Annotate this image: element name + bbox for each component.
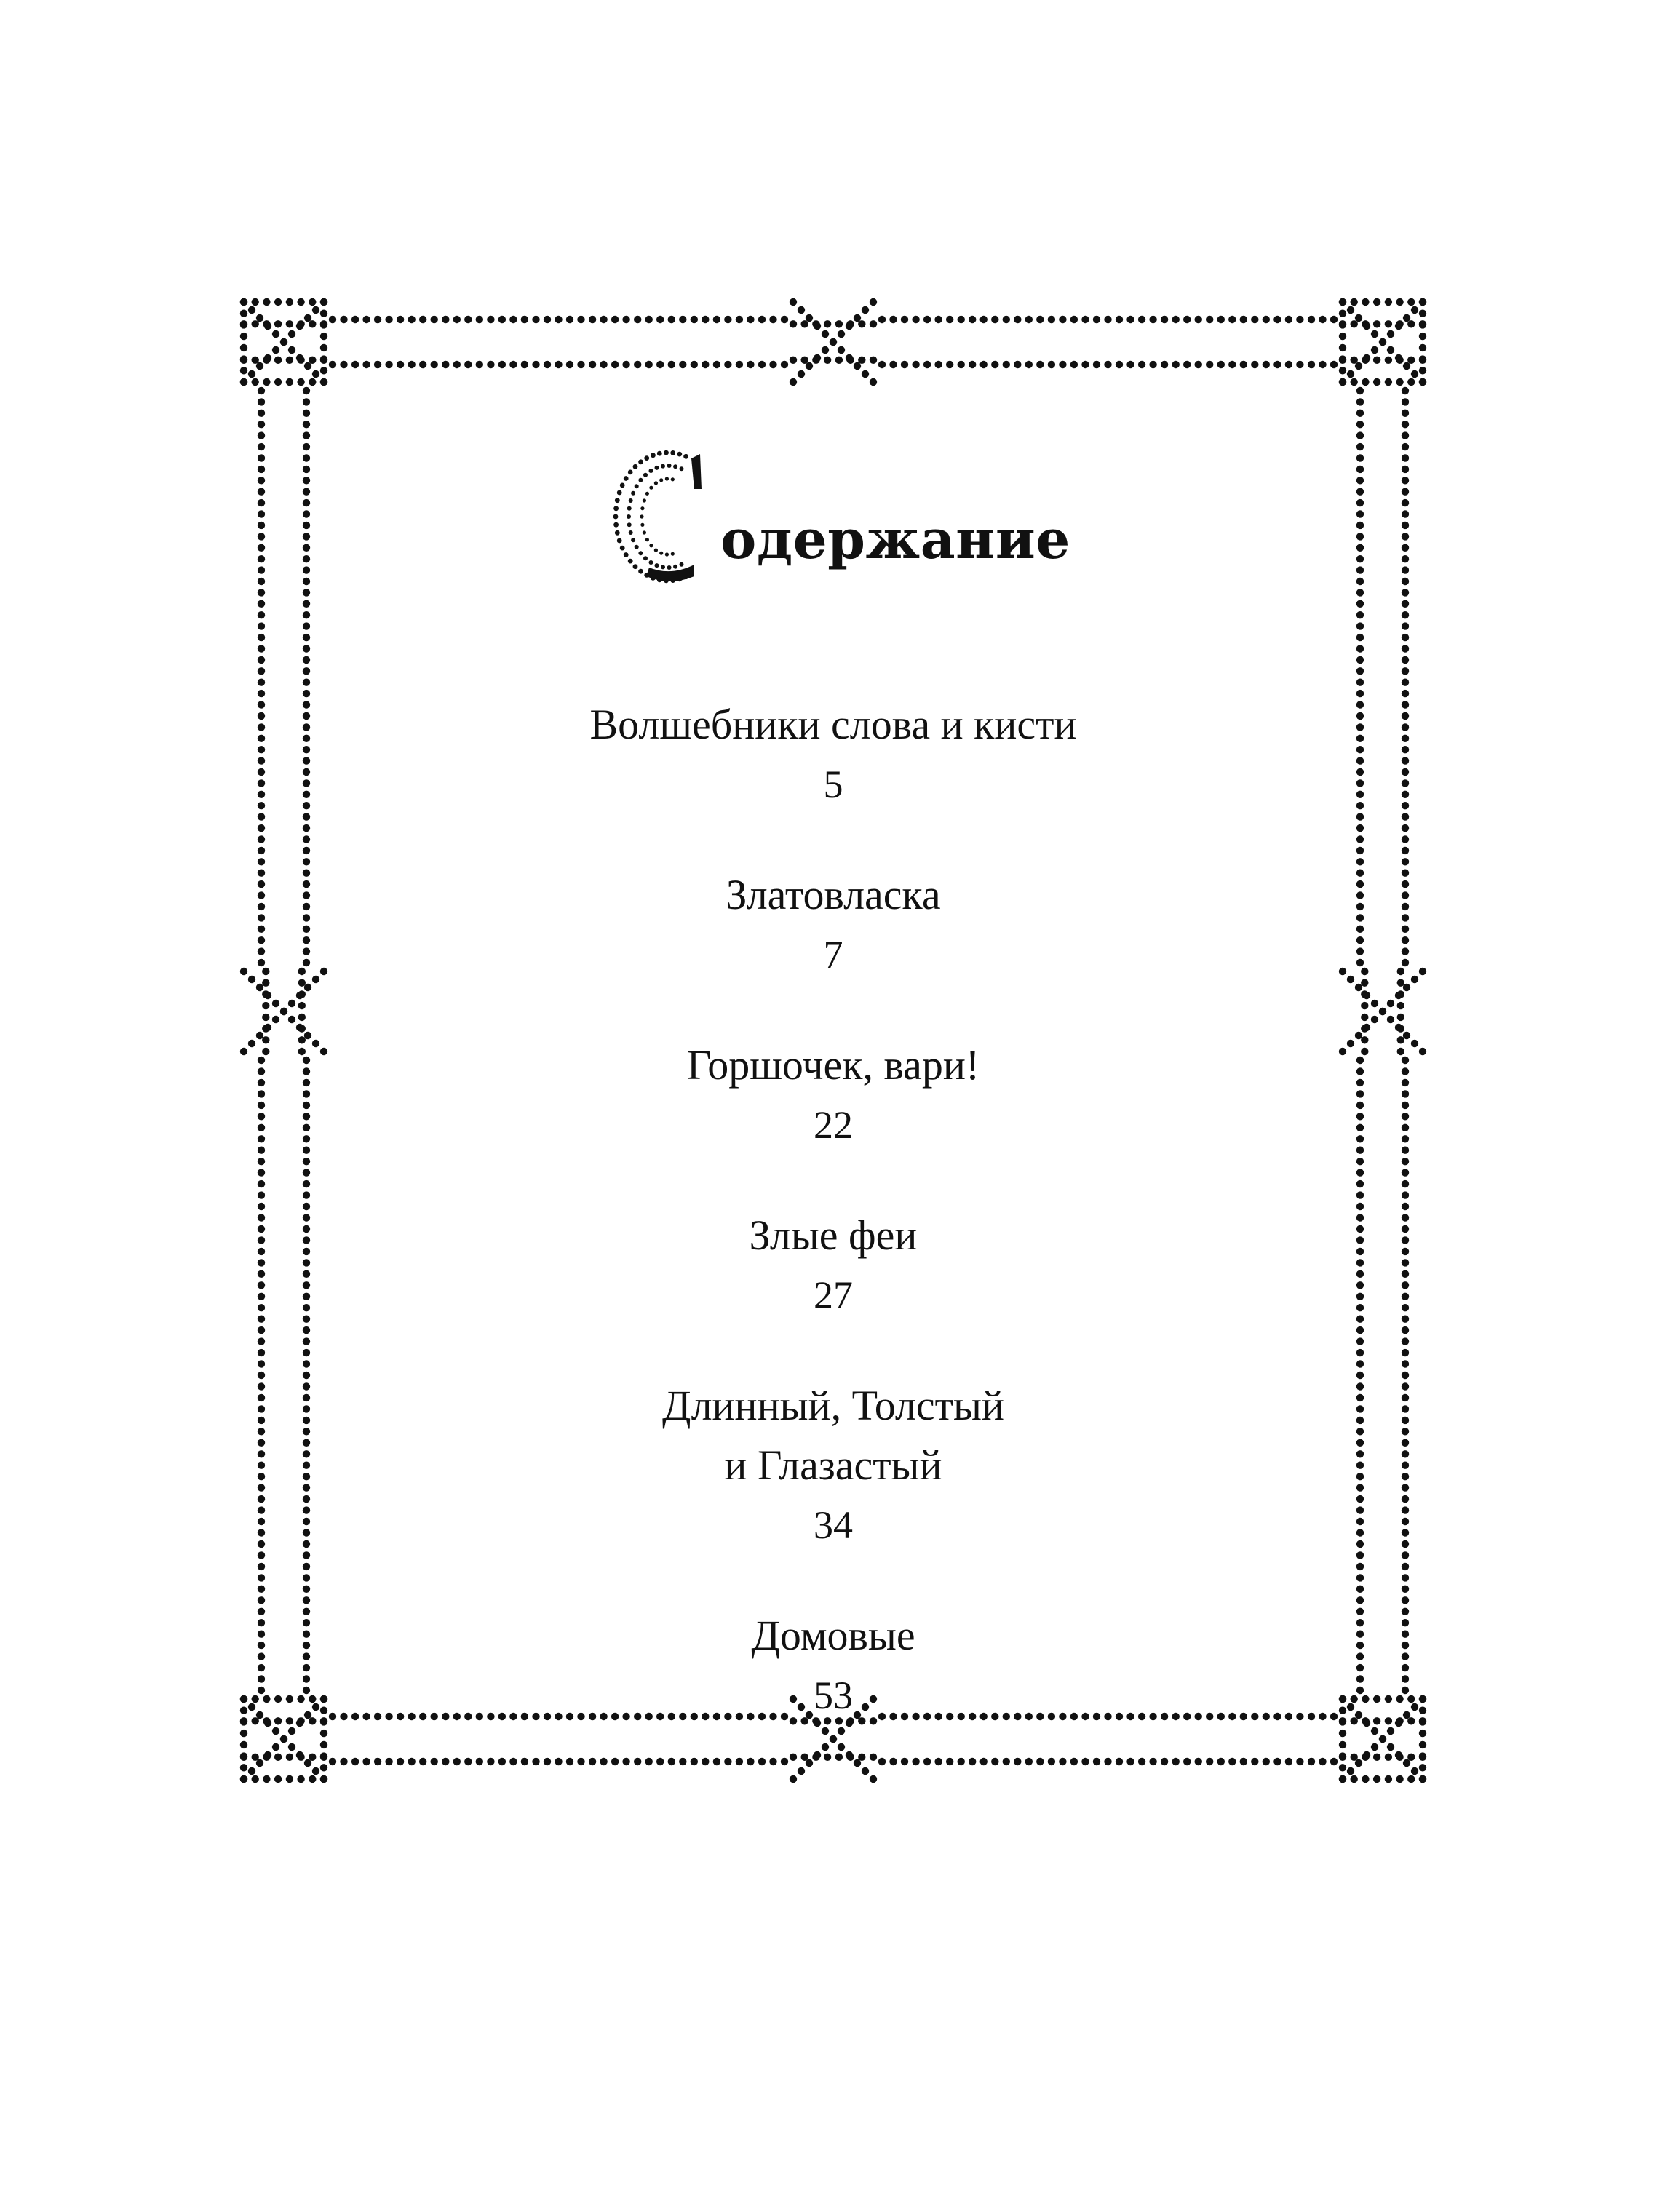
toc-entry-page-number: 53 bbox=[814, 1674, 853, 1717]
toc-entry-title: Домовые bbox=[751, 1612, 915, 1659]
page-heading bbox=[604, 444, 1113, 604]
toc-entry-page-number: 22 bbox=[814, 1103, 853, 1147]
toc-entry bbox=[364, 1376, 1303, 1555]
toc-entry bbox=[364, 1035, 1303, 1155]
toc-entry-page-number: 27 bbox=[814, 1273, 853, 1317]
toc-entry bbox=[364, 695, 1303, 814]
heading-text: одержание bbox=[720, 509, 1070, 571]
toc-entry bbox=[364, 1206, 1303, 1325]
toc-entry-title: Златовласка bbox=[726, 871, 941, 918]
toc-entry-page-number: 5 bbox=[823, 763, 843, 806]
toc-entry bbox=[364, 1606, 1303, 1725]
table-of-contents bbox=[364, 695, 1303, 1776]
dotted-drop-cap bbox=[604, 444, 720, 589]
toc-entry-title: Длинный, Толстый и Глазастый bbox=[662, 1382, 1004, 1489]
toc-entry-page-number: 34 bbox=[814, 1503, 853, 1547]
toc-entry-title: Злые феи bbox=[749, 1212, 918, 1259]
toc-entry-page-number: 7 bbox=[823, 933, 843, 976]
toc-entry bbox=[364, 865, 1303, 984]
toc-entry-title: Горшочек, вари! bbox=[686, 1041, 980, 1089]
toc-entry-title: Волшебники слова и кисти bbox=[589, 701, 1077, 748]
